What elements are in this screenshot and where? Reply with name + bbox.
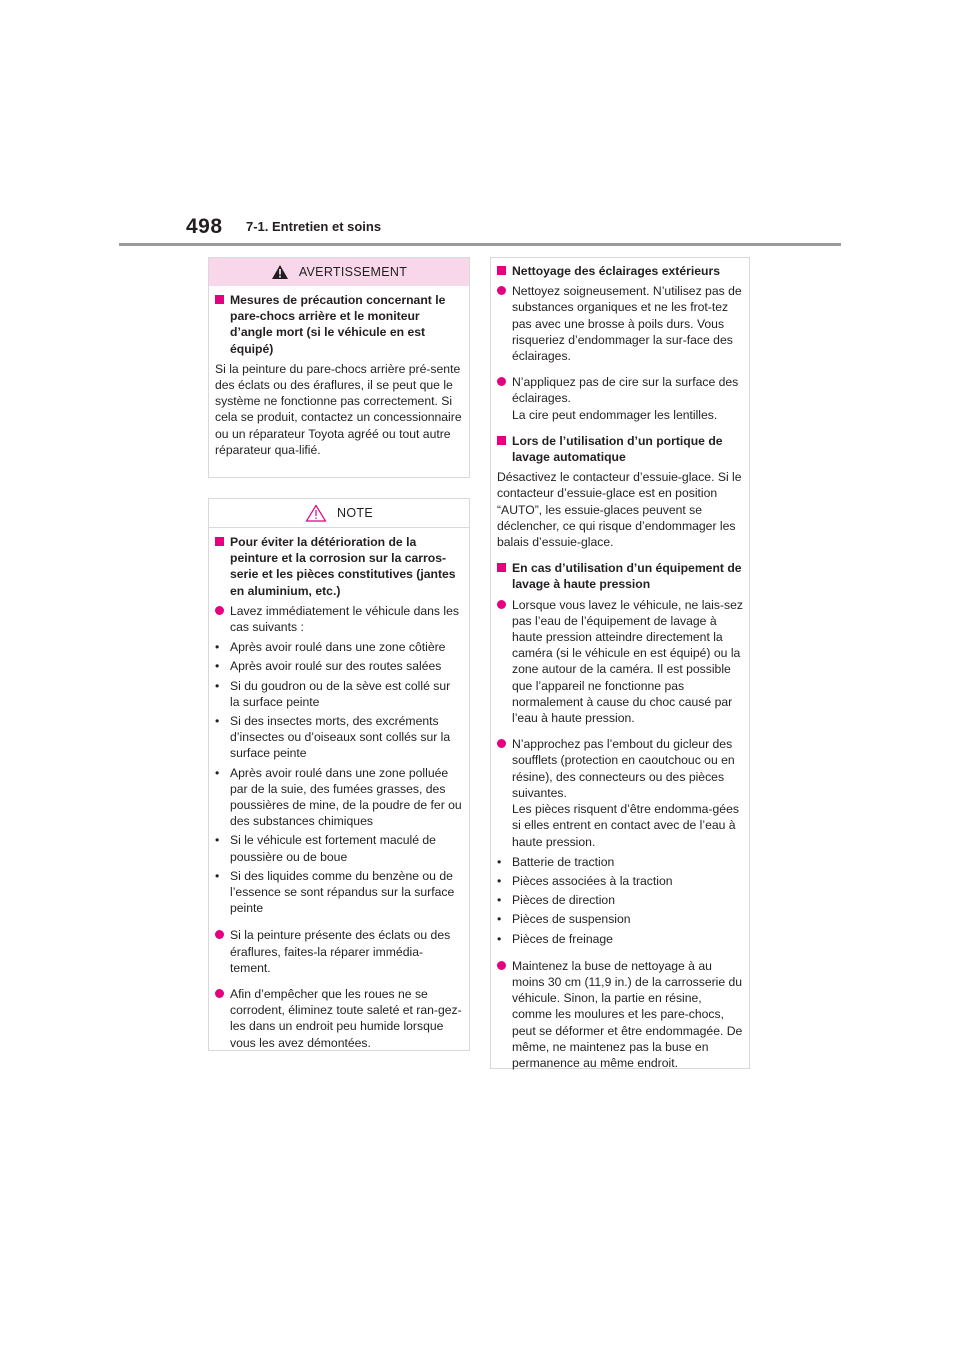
- round-bullet-icon: [497, 739, 506, 748]
- note-sub-text: Si le véhicule est fortement maculé de poussière ou de boue: [230, 833, 436, 864]
- right-item-line: Les pièces risquent d’être endomma-gées si elles entrent en contact avec de l’eau à haute pression.: [512, 802, 739, 849]
- note-box: [208, 498, 470, 1051]
- note-title: NOTE: [337, 506, 373, 520]
- round-bullet-icon: [215, 606, 224, 615]
- note-sub-text: Si du goudron ou de la sève est collé sur la surface peinte: [230, 678, 451, 709]
- right-sub-item: • Pièces de suspension: [497, 912, 631, 927]
- note-sub-text: Si des liquides comme du benzène ou de l’essence se sont répandus sur la surface peinte: [230, 868, 455, 916]
- note-item-text: Si la peinture présente des éclats ou des éraflures, faites-la réparer immédia-tement.: [230, 928, 451, 975]
- square-bullet-icon: [497, 436, 506, 445]
- right-heading-text: En cas d’utilisation d’un équipement de lavage à haute pression: [512, 561, 742, 592]
- right-item-text: Maintenez la buse de nettoyage à au moins 30 cm (11,9 in.) de la carrosserie du véhicule. Sinon, la partie en résine, comme les moulures et les pare-chocs, peut se déformer et être endommagée. De même, ne maintenez pas la buse en permanence au même endroit.: [512, 958, 743, 1070]
- note-sub-item: • Après avoir roulé sur des routes salées: [215, 659, 442, 674]
- right-box: [490, 257, 750, 1069]
- note-heading: [215, 534, 463, 599]
- right-item: [497, 597, 743, 727]
- right-sub-text: Pièces associées à la traction: [512, 873, 673, 888]
- round-bullet-icon: [497, 961, 506, 970]
- square-bullet-icon: [215, 295, 224, 304]
- note-item: [215, 986, 463, 1051]
- right-heading-text: Nettoyage des éclairages extérieurs: [512, 264, 720, 278]
- right-item-line: N’appliquez pas de cire sur la surface des éclairages.: [512, 375, 739, 406]
- round-bullet-icon: [497, 377, 506, 386]
- note-item-text: Lavez immédiatement le véhicule dans les cas suivants :: [230, 603, 459, 635]
- right-item-text: Lorsque vous lavez le véhicule, ne lais-sez pas l’eau de l’équipement de lavage à haute pression atteindre directement la caméra (si le véhicule en est équipé) ou la zone autour de la caméra. Il est possible que l’appareil ne fonctionne pas normalement à cause du choc causé par l’eau à haute pression.: [512, 597, 744, 726]
- page-number: 498: [186, 215, 223, 238]
- warning-text: Si la peinture du pare-chocs arrière pré-sente des éclats ou des éraflures, il se peut que le système ne fonctionne pas correctement. Si cela se produit, contactez un concessionnaire ou un réparateur Toyota agréé ou tout autre réparateur qua-lifié.: [215, 361, 462, 457]
- right-heading: [497, 560, 743, 592]
- note-heading-text: Pour éviter la détérioration de la peinture et la corrosion sur la carros-serie et les pièces constitutives (jantes en aluminium, etc.): [230, 535, 456, 598]
- warning-heading-text: Mesures de précaution concernant le pare-chocs arrière et le moniteur d’angle mort (si le véhicule en est équipé): [230, 293, 446, 356]
- note-sub-text: Si des insectes morts, des excréments d’insectes ou d’oiseaux sont collés sur la surface peinte: [230, 714, 451, 761]
- square-bullet-icon: [497, 563, 506, 572]
- warning-header: [209, 258, 469, 286]
- right-item-text: Nettoyez soigneusement. N’utilisez pas de substances organiques et ne les frot-tez pas avec une brosse à poils durs. Vous risqueriez d’endommager la sur-face des éclairages.: [512, 284, 742, 364]
- right-item-line: La cire peut endommager les lentilles.: [512, 407, 718, 422]
- right-heading: [497, 433, 743, 465]
- note-sub-item: • Après avoir roulé dans une zone côtière: [215, 640, 446, 655]
- round-bullet-icon: [497, 600, 506, 609]
- warning-box: [208, 257, 470, 478]
- right-item-text: [512, 374, 743, 423]
- note-item: [215, 927, 463, 976]
- note-sub-text: Après avoir roulé dans une zone côtière: [230, 640, 446, 655]
- right-sub-text: Pièces de freinage: [512, 931, 613, 946]
- note-item: [215, 603, 463, 635]
- right-text: Désactivez le contacteur d’essuie-glace. Si le contacteur d’essuie-glace est en position “AUTO”, les essuie-glaces peuvent se déclencher, ce qui risque d’endommager les balais d’essuie-glace.: [497, 470, 742, 550]
- right-heading: [497, 263, 743, 279]
- right-item: [497, 958, 743, 1071]
- note-sub-item: • Si des insectes morts, des excréments d’insectes ou d’oiseaux sont collés sur la surface peinte: [215, 713, 463, 762]
- right-item-line: N’approchez pas l’embout du gicleur des soufflets (protection en caoutchouc ou en résine), des connecteurs ou des pièces suivantes.: [512, 737, 735, 800]
- note-sub-text: Après avoir roulé sur des routes salées: [230, 659, 442, 674]
- square-bullet-icon: [215, 537, 224, 546]
- right-item: [497, 283, 743, 364]
- warning-triangle-icon: [271, 264, 289, 280]
- round-bullet-icon: [497, 286, 506, 295]
- note-sub-item: • Après avoir roulé dans une zone polluée par de la suie, des fumées grasses, des poussières de mine, de la poudre de fer ou des substances chimiques: [215, 765, 462, 829]
- right-item: [497, 736, 743, 849]
- right-item: [497, 374, 743, 423]
- warning-title: AVERTISSEMENT: [298, 265, 408, 279]
- header-rule: [119, 243, 841, 246]
- right-sub-item: • Pièces de freinage: [497, 931, 613, 946]
- right-item-text: [512, 736, 743, 849]
- section-title: 7-1. Entretien et soins: [246, 219, 382, 234]
- note-item-text: Afin d’empêcher que les roues ne se corrodent, éliminez toute saleté et ran-gez-les dans un endroit peu humide lorsque vous les avez démontées.: [230, 987, 462, 1050]
- right-sub-item: • Pièces de direction: [497, 893, 615, 908]
- right-sub-item: • Batterie de traction: [497, 854, 615, 869]
- round-bullet-icon: [215, 989, 224, 998]
- warning-heading: [215, 292, 463, 357]
- right-sub-text: Batterie de traction: [512, 854, 615, 869]
- right-sub-item: • Pièces associées à la traction: [497, 873, 673, 888]
- note-header: [209, 499, 469, 528]
- note-sub-item: • Si des liquides comme du benzène ou de l’essence se sont répandus sur la surface peinte: [215, 868, 463, 917]
- note-triangle-icon: [305, 504, 327, 522]
- square-bullet-icon: [497, 266, 506, 275]
- round-bullet-icon: [215, 930, 224, 939]
- note-sub-text: Après avoir roulé dans une zone polluée par de la suie, des fumées grasses, des poussières de mine, de la poudre de fer ou des substances chimiques: [230, 765, 462, 829]
- right-sub-text: Pièces de suspension: [512, 912, 631, 927]
- note-sub-item: • Si du goudron ou de la sève est collé sur la surface peinte: [215, 678, 463, 710]
- note-sub-item: • Si le véhicule est fortement maculé de poussière ou de boue: [215, 832, 463, 864]
- right-heading-text: Lors de l’utilisation d’un portique de lavage automatique: [512, 433, 723, 465]
- right-sub-text: Pièces de direction: [512, 893, 615, 908]
